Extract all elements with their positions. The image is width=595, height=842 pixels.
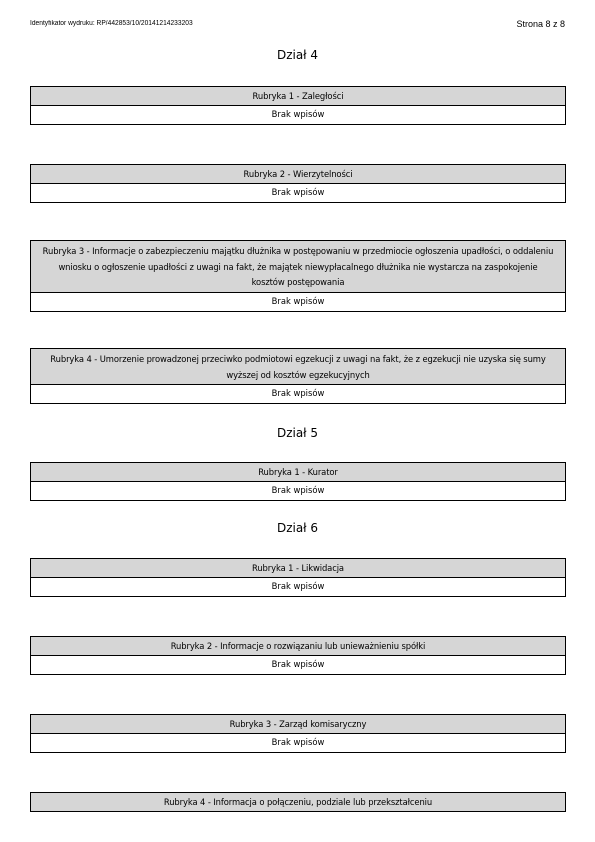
rubric-body: Brak wpisów: [271, 737, 325, 747]
print-identifier: Identyfikator wydruku: RP/442853/10/20141214233203: [30, 20, 193, 27]
rubric-box: [30, 240, 566, 312]
rubric-body: Brak wpisów: [271, 581, 325, 591]
rubric-body: Brak wpisów: [271, 485, 325, 495]
rubric-body: Brak wpisów: [271, 109, 325, 119]
rubric-body: Brak wpisów: [271, 659, 325, 669]
rubric-box: [30, 558, 566, 597]
rubric-box: [30, 714, 566, 753]
rubric-heading: Rubryka 1 - Kurator: [31, 463, 565, 482]
rubric-heading: Rubryka 4 - Umorzenie prowadzonej przeciwko podmiotowi egzekucji z uwagi na fakt, że z egzekucji nie uzyska się sumy wyższej od kosztów egzekucyjnych: [31, 349, 565, 385]
rubric-body: Brak wpisów: [271, 388, 325, 398]
rubric-heading: Rubryka 3 - Zarząd komisaryczny: [31, 715, 565, 734]
rubric-heading: Rubryka 2 - Wierzytelności: [31, 165, 565, 184]
rubric-body: Brak wpisów: [271, 295, 325, 306]
section-title-dzial-4: Dział 4: [276, 48, 319, 62]
rubric-box: [30, 86, 566, 125]
rubric-heading: Rubryka 4 - Informacja o połączeniu, podziale lub przekształceniu: [31, 793, 565, 811]
rubric-heading: Rubryka 1 - Likwidacja: [31, 559, 565, 578]
page-header: [30, 20, 565, 34]
rubric-body: Brak wpisów: [271, 187, 325, 197]
rubric-box: [30, 348, 566, 404]
rubric-heading: Rubryka 1 - Zaległości: [31, 87, 565, 106]
rubric-box: [30, 164, 566, 203]
rubric-box: [30, 636, 566, 675]
rubric-heading: Rubryka 3 - Informacje o zabezpieczeniu majątku dłużnika w postępowaniu w przedmiocie ogłoszenia upadłości, o oddaleniu wniosku o ogłoszenie upadłości z uwagi na fakt, że majątek niewypłacalnego dłużnika nie wystarcza na zaspokojenie kosztów postępowania: [31, 241, 565, 293]
rubric-box: [30, 462, 566, 501]
section-title-dzial-6: Dział 6: [276, 521, 319, 535]
page-number: Strona 8 z 8: [516, 19, 565, 29]
rubric-heading: Rubryka 2 - Informacje o rozwiązaniu lub unieważnieniu spółki: [31, 637, 565, 656]
section-title-dzial-5: Dział 5: [276, 426, 319, 440]
rubric-box: [30, 792, 566, 812]
